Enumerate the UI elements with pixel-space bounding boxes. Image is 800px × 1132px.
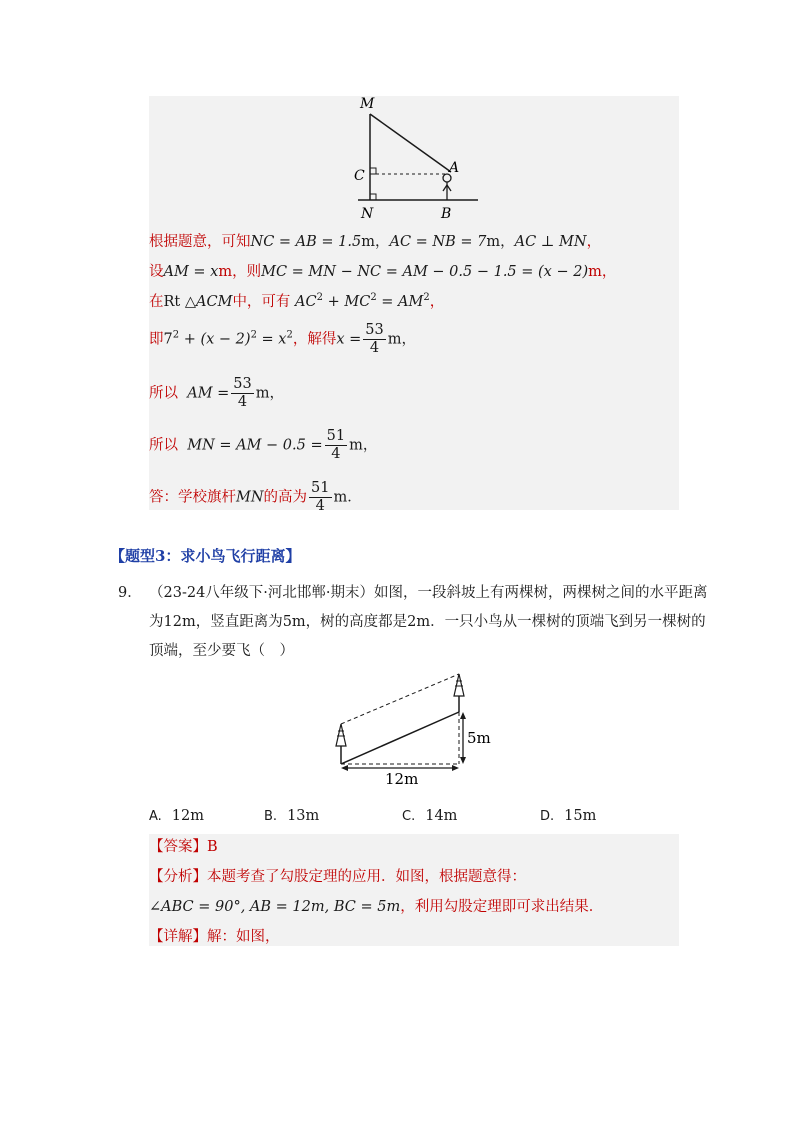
solution-line-7 [149,480,362,515]
math: MN = AM − 0.5 = [187,437,323,454]
unit: m． [333,489,362,506]
exponent: 2 [286,329,293,341]
text: 答：学校旗杆 [149,489,236,506]
denominator: 4 [315,498,325,514]
question-line-1: （23-24八年级下·河北邯郸·期末）如图，一段斜坡上有两棵树，两棵树之间的水平距离 [149,585,708,601]
text: 的高为 [263,489,308,506]
text: m， [588,264,617,280]
math: MN [236,489,264,506]
text: 即 [149,331,164,348]
dashed-flight [341,674,459,724]
numerator: 51 [326,428,346,444]
fraction [309,480,331,515]
label-c: C [354,168,365,184]
right-angle-c [370,168,376,174]
label-n: N [361,206,374,222]
answer-line [149,837,218,857]
arrow-right [452,765,459,771]
tree-left-icon [336,724,346,764]
option-text: 12m [171,808,204,824]
detail-text: 解：如图， [207,929,280,945]
detail-tag: 【详解】 [149,929,207,945]
unit: m， [255,385,284,402]
fraction [363,322,385,357]
text: m，则 [218,264,262,280]
option-letter: A. [149,809,162,824]
solution-line-4 [149,322,416,357]
option-letter: C. [402,809,416,824]
option-b[interactable] [264,808,319,824]
text: 中，可有 [232,294,291,310]
math: MC = MN − NC = AM − 0.5 − 1.5 = (x − 2) [261,264,589,280]
solution-line-2 [149,262,616,282]
solution-line-1 [149,232,601,252]
analysis-line-1 [149,867,526,887]
analysis-text: 本题考查了勾股定理的应用．如图，根据题意得： [207,869,526,885]
text: 设 [149,264,164,280]
answer-tag: 【答案】 [149,839,207,855]
numerator: 53 [233,376,252,392]
solution-line-3 [149,292,444,312]
unit: m， [361,234,390,250]
option-letter: D. [540,809,555,824]
math: x = [336,331,362,348]
math: ∠ABC = 90°, AB = 12m, BC = 5m [149,899,401,915]
numerator: 51 [311,480,330,496]
slope-line [341,712,459,764]
unit: m， [387,331,416,348]
math: AM = [187,385,230,402]
exponent: 2 [172,329,180,341]
math: = x [256,331,287,348]
section-title: 【题型3：求小鸟飞行距离】 [110,547,301,565]
text: ， [429,294,445,310]
question-number: 9． [118,585,142,601]
arrow-down [460,757,466,764]
question-line-2: 为12m，竖直距离为5m，树的高度都是2m．一只小鸟从一棵树的顶端飞到另一棵树的 [149,614,706,630]
text: 根据题意，可知 [149,234,251,250]
tree-right-icon [454,674,464,712]
label-5m: 5m [467,729,491,747]
slope-trees-figure [325,666,505,796]
math: AM = x [163,264,219,280]
option-d[interactable] [540,808,596,824]
numerator: 53 [365,322,384,338]
exponent: 2 [423,292,430,304]
option-letter: B. [264,809,278,824]
fraction [325,428,347,463]
arrow-up [460,712,466,719]
option-text: 15m [564,808,597,824]
math: NC = AB = 1.5 [250,234,362,250]
label-12m: 12m [385,770,419,788]
text: ， [586,234,602,250]
option-a[interactable] [149,808,204,824]
label-a: A [449,160,460,176]
math: Rt △ [163,294,197,310]
option-text: 14m [425,808,458,824]
math: AC = NB = 7 [389,234,487,250]
exponent: 2 [250,329,257,341]
denominator: 4 [237,394,248,410]
math: + MC [323,294,371,310]
unit: m， [349,437,378,454]
analysis-line-2 [149,897,603,917]
flagpole-figure [340,92,490,222]
question-line-3: 顶端，至少要飞（ ） [149,643,294,659]
solution-line-6 [149,428,377,463]
denominator: 4 [369,340,380,356]
solution-line-5 [149,376,284,411]
text: 所以 [149,437,178,454]
math: + (x − 2) [179,331,251,348]
option-c[interactable] [402,808,457,824]
analysis-tag: 【分析】 [149,869,207,885]
denominator: 4 [331,446,341,462]
exponent: 2 [370,292,377,304]
answer-value: B [207,839,218,855]
exponent: 2 [316,292,323,304]
math: AC ⊥ MN [514,234,587,250]
detail-line [149,927,280,947]
fraction [231,376,253,411]
analysis-text: ，利用勾股定理即可求出结果． [400,899,604,915]
math: = AM [376,294,424,310]
rope-line [370,114,451,172]
math: ACM [196,294,233,310]
option-text: 13m [287,808,320,824]
label-m: M [360,96,375,112]
math: 7 [163,331,173,348]
text: 在 [149,294,164,310]
arrow-left [341,765,348,771]
label-b: B [441,206,452,222]
text: 所以 [149,385,178,402]
right-angle-n [370,194,376,200]
math: AC [295,294,317,310]
unit: m， [486,234,515,250]
text: ，解得 [292,331,337,348]
